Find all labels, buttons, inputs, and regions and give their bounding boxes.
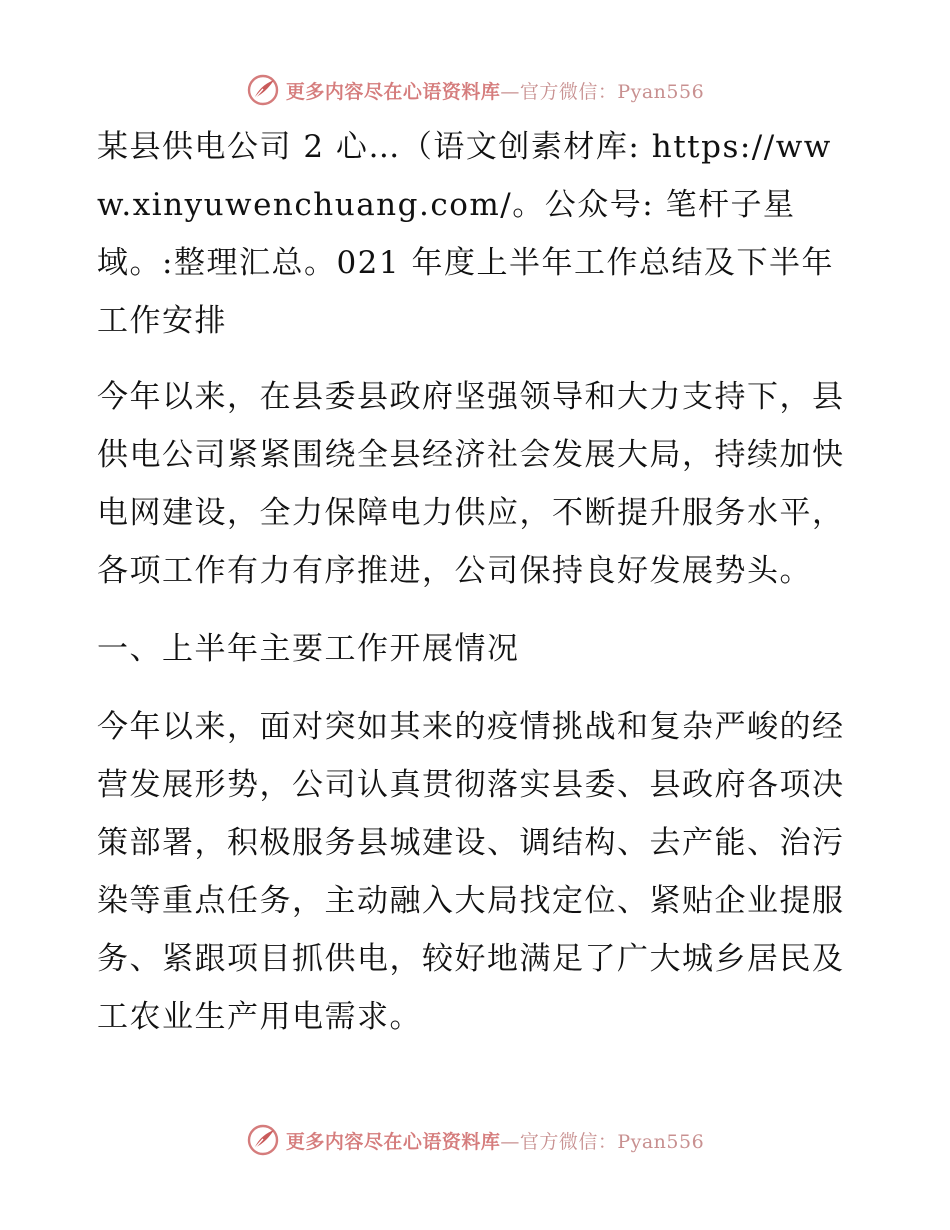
watermark-official: 官方微信：Pyan556 [519,80,705,103]
paragraph-intro: 今年以来，在县委县政府坚强领导和大力支持下，县供电公司紧紧围绕全县经济社会发展大局，持续加快电网建设，全力保障电力供应，不断提升服务水平，各项工作有力有序推进，公司保持良好发展势头。 [97,379,845,589]
watermark-main: 更多内容尽在心语资料库 [285,1130,501,1153]
feather-pen-logo-icon [246,1123,280,1157]
watermark-banner-bottom [0,1120,950,1160]
paragraph-section-1: 今年以来，面对突如其来的疫情挑战和复杂严峻的经营发展形势，公司认真贯彻落实县委、县政府各项决策部署，积极服务县城建设、调结构、去产能、治污染等重点任务，主动融入大局找定位、紧贴企业提服务、紧跟项目抓供电，较好地满足了广大城乡居民及工农业生产用电需求。 [97,709,845,1035]
watermark-dash: — [500,1130,520,1153]
watermark-banner-top [0,70,950,110]
document-body [97,118,857,1046]
document-title: 某县供电公司 2 心…（语文创素材库: https://www.xinyuwenchuang.com/。公众号: 笔杆子星域。:整理汇总。021 年度上半年工作总结及下半年工作安排 [97,129,834,339]
section-heading: 一、上半年主要工作开展情况 [97,631,520,667]
watermark-text [286,1127,704,1154]
feather-pen-logo-icon [246,73,280,107]
watermark-main: 更多内容尽在心语资料库 [285,80,501,103]
watermark-text [286,77,704,104]
watermark-official: 官方微信：Pyan556 [519,1130,705,1153]
watermark-dash: — [500,80,520,103]
